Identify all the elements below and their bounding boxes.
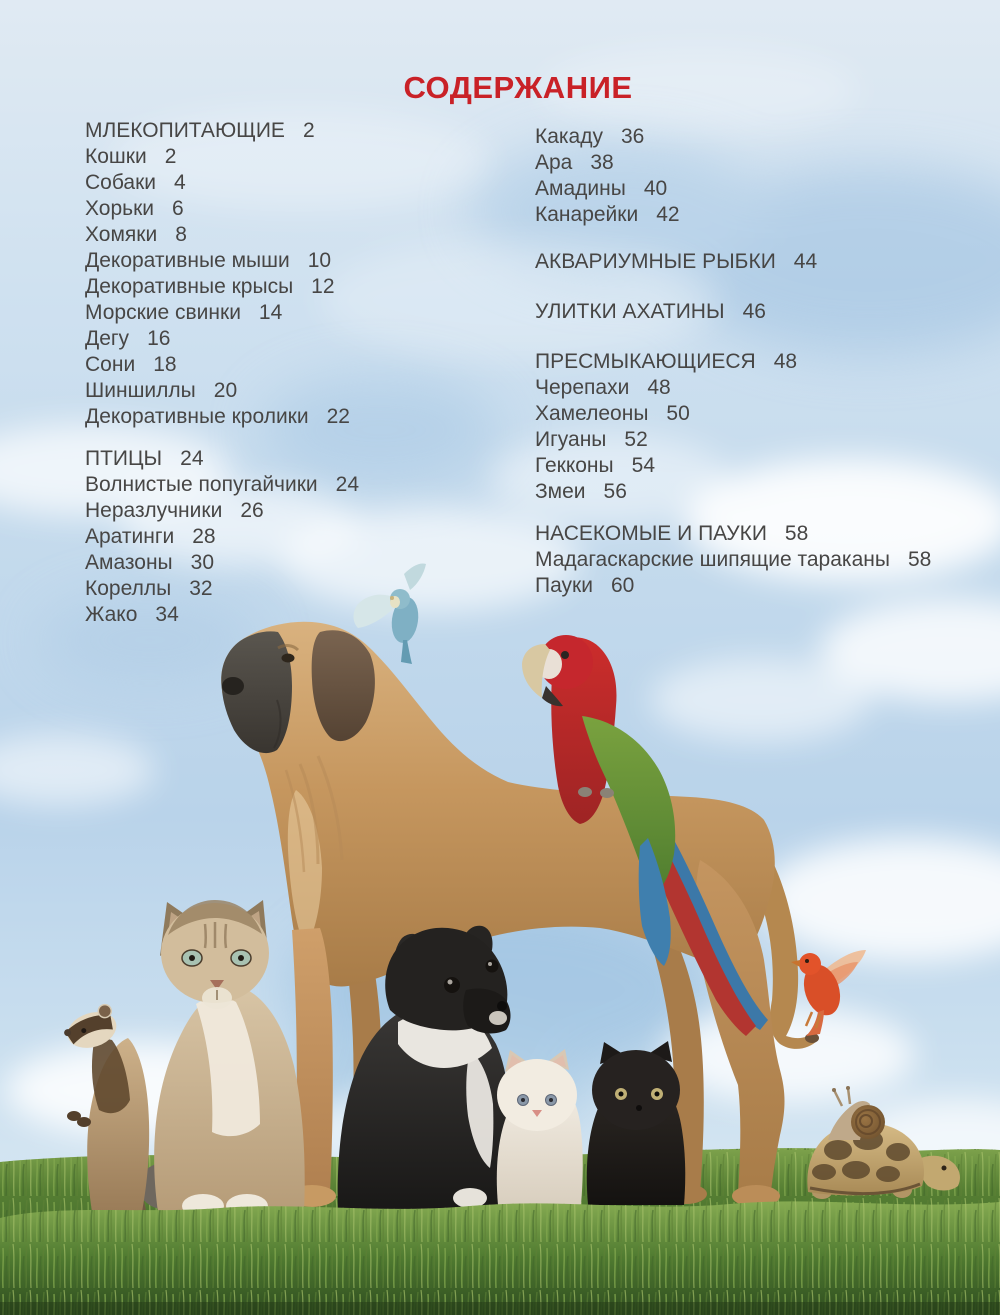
toc-entry-page: 48 <box>647 376 671 399</box>
toc-entry <box>535 202 931 228</box>
toc-entry-label: Декоративные крысы <box>85 275 294 298</box>
toc-entry <box>535 150 931 176</box>
toc-entry-page: 2 <box>164 145 177 168</box>
toc-entry-page: 28 <box>192 525 216 548</box>
toc-entry-label: Хомяки <box>85 223 158 246</box>
toc-entry <box>535 573 931 599</box>
toc-entry <box>85 222 359 248</box>
toc-entry-page: 4 <box>174 171 186 194</box>
toc-entry <box>535 401 931 427</box>
toc-entry-label: Амадины <box>535 177 626 200</box>
toc-entry <box>535 249 931 275</box>
toc-entry-page: 8 <box>175 223 187 246</box>
toc-entry-label: Сони <box>85 353 136 376</box>
toc-entry <box>535 427 931 453</box>
toc-entry-label: Гекконы <box>535 454 614 477</box>
toc-entry-page: 38 <box>590 151 614 174</box>
toc-entry <box>85 602 359 628</box>
toc-entry-page: 44 <box>793 250 818 273</box>
toc-entry <box>85 472 359 498</box>
toc-entry-page: 54 <box>631 454 655 477</box>
toc-entry-page: 34 <box>155 603 179 626</box>
toc-entry-label: УЛИТКИ АХАТИНЫ <box>535 300 725 323</box>
toc-entry <box>85 326 359 352</box>
toc-entry-page: 30 <box>190 551 215 574</box>
toc-entry-page: 60 <box>610 574 635 597</box>
toc-entry <box>535 124 931 150</box>
toc-section-mammals <box>85 118 359 430</box>
toc-entry-page: 20 <box>213 379 238 402</box>
toc-entry-label: Дегу <box>85 327 130 350</box>
toc-entry-label: Ара <box>535 151 573 174</box>
toc-entry <box>85 378 359 404</box>
toc-entry <box>535 349 931 375</box>
toc-entry <box>85 300 359 326</box>
toc-entry-label: Морские свинки <box>85 301 241 324</box>
toc-entry-page: 58 <box>907 548 932 571</box>
toc-section-birds-cont <box>535 124 931 228</box>
toc-entry-page: 18 <box>153 353 177 376</box>
toc-entry-page: 36 <box>621 125 645 148</box>
toc-entry-page: 46 <box>742 300 766 323</box>
toc-entry-label: Кореллы <box>85 577 172 600</box>
toc-entry <box>535 521 931 547</box>
toc-entry <box>85 576 359 602</box>
toc-entry-page: 56 <box>603 480 627 503</box>
toc-entry-page: 58 <box>784 522 809 545</box>
toc-entry-label: НАСЕКОМЫЕ И ПАУКИ <box>535 522 767 545</box>
toc-entry-label: Пауки <box>535 574 593 597</box>
toc-section-aquarium-fish <box>535 249 931 275</box>
toc-entry <box>535 375 931 401</box>
toc-entry <box>85 118 359 144</box>
toc-entry-page: 10 <box>307 249 332 272</box>
toc-entry-label: Черепахи <box>535 376 630 399</box>
toc-entry-page: 24 <box>335 473 360 496</box>
toc-entry <box>85 524 359 550</box>
toc-left-column <box>85 118 359 628</box>
toc-entry-page: 40 <box>643 177 668 200</box>
toc-entry-label: Декоративные кролики <box>85 405 309 428</box>
toc-entry <box>535 479 931 505</box>
toc-entry <box>85 196 359 222</box>
toc-entry-label: Волнистые попугайчики <box>85 473 318 496</box>
toc-entry <box>85 446 359 472</box>
toc-entry-label: Шиншиллы <box>85 379 196 402</box>
toc-entry-page: 48 <box>773 350 798 373</box>
toc-entry-page: 6 <box>172 197 184 220</box>
toc-entry <box>85 170 359 196</box>
toc-entry <box>85 498 359 524</box>
toc-entry-label: Игуаны <box>535 428 607 451</box>
toc-section-birds <box>85 446 359 628</box>
toc-entry <box>535 176 931 202</box>
toc-section-snails <box>535 299 931 325</box>
toc-entry <box>535 547 931 573</box>
toc-entry-label: Мадагаскарские шипящие тараканы <box>535 548 890 571</box>
toc-entry-label: Змеи <box>535 480 586 503</box>
toc-entry-page: 32 <box>189 577 213 600</box>
toc-entry-label: Какаду <box>535 125 603 148</box>
toc-right-column <box>535 124 931 599</box>
toc-entry <box>85 248 359 274</box>
toc-section-insects-spiders <box>535 521 931 599</box>
toc-entry-label: АКВАРИУМНЫЕ РЫБКИ <box>535 250 776 273</box>
toc-entry-label: Амазоны <box>85 551 173 574</box>
toc-entry-label: Кошки <box>85 145 147 168</box>
toc-entry <box>85 404 359 430</box>
toc-entry-label: Аратинги <box>85 525 175 548</box>
toc-entry-label: Собаки <box>85 171 156 194</box>
toc-entry-page: 2 <box>302 119 315 142</box>
toc-entry-label: Декоративные мыши <box>85 249 290 272</box>
toc-entry-label: ПРЕСМЫКАЮЩИЕСЯ <box>535 350 756 373</box>
toc-entry-page: 16 <box>147 327 171 350</box>
toc-entry <box>85 352 359 378</box>
toc-entry-page: 26 <box>240 499 264 522</box>
toc-entry-page: 42 <box>656 203 680 226</box>
toc-entry-page: 12 <box>311 275 335 298</box>
toc-section-reptiles <box>535 349 931 505</box>
grass-foreground <box>0 1201 1000 1315</box>
toc-entry-label: Неразлучники <box>85 499 223 522</box>
toc-entry-page: 50 <box>666 402 690 425</box>
toc-entry-page: 14 <box>258 301 283 324</box>
toc-entry <box>535 299 931 325</box>
page-title: СОДЕРЖАНИЕ <box>403 70 633 105</box>
toc-entry-page: 52 <box>624 428 648 451</box>
toc-entry-label: ПТИЦЫ <box>85 447 163 470</box>
toc-entry-page: 22 <box>326 405 350 428</box>
black-kitten <box>587 1041 685 1205</box>
toc-entry <box>85 274 359 300</box>
toc-entry-label: Канарейки <box>535 203 639 226</box>
toc-entry <box>85 550 359 576</box>
toc-entry-label: Хорьки <box>85 197 154 220</box>
toc-entry-label: МЛЕКОПИТАЮЩИЕ <box>85 119 285 142</box>
toc-entry-label: Жако <box>85 603 138 626</box>
toc-entry-label: Хамелеоны <box>535 402 649 425</box>
toc-entry-page: 24 <box>180 447 204 470</box>
toc-entry <box>535 453 931 479</box>
toc-entry <box>85 144 359 170</box>
